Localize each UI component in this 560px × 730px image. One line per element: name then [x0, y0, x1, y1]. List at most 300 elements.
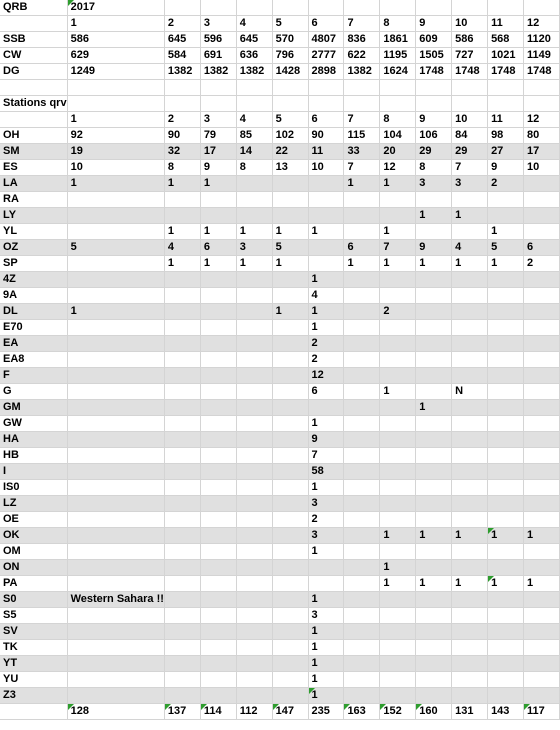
data-cell[interactable]: [452, 496, 488, 512]
data-cell[interactable]: [236, 688, 272, 704]
data-cell[interactable]: [344, 80, 380, 96]
data-cell[interactable]: [523, 304, 559, 320]
data-cell[interactable]: [272, 384, 308, 400]
row-label-cell[interactable]: DL: [0, 304, 67, 320]
data-cell[interactable]: [452, 608, 488, 624]
data-cell[interactable]: 586: [452, 32, 488, 48]
data-cell[interactable]: [164, 0, 200, 16]
data-cell[interactable]: 13: [272, 160, 308, 176]
data-cell[interactable]: 3: [236, 240, 272, 256]
data-cell[interactable]: 1: [67, 304, 164, 320]
data-cell[interactable]: 12: [523, 112, 559, 128]
data-cell[interactable]: [236, 0, 272, 16]
data-cell[interactable]: [236, 208, 272, 224]
data-cell[interactable]: 1195: [380, 48, 416, 64]
data-cell[interactable]: [236, 640, 272, 656]
data-cell[interactable]: 1: [308, 640, 344, 656]
data-cell[interactable]: 58: [308, 464, 344, 480]
data-cell[interactable]: [200, 0, 236, 16]
data-cell[interactable]: [67, 656, 164, 672]
data-cell[interactable]: [344, 464, 380, 480]
data-cell[interactable]: 1249: [67, 64, 164, 80]
row-label-cell[interactable]: OZ: [0, 240, 67, 256]
data-cell[interactable]: 9: [416, 16, 452, 32]
data-cell[interactable]: [416, 320, 452, 336]
data-cell[interactable]: [236, 624, 272, 640]
data-cell[interactable]: [380, 272, 416, 288]
data-cell[interactable]: 1: [236, 224, 272, 240]
data-cell[interactable]: 8: [380, 16, 416, 32]
data-cell[interactable]: [200, 272, 236, 288]
data-cell[interactable]: 8: [416, 160, 452, 176]
data-cell[interactable]: 12: [380, 160, 416, 176]
data-cell[interactable]: 1: [164, 224, 200, 240]
data-cell[interactable]: [523, 176, 559, 192]
row-label-cell[interactable]: S0: [0, 592, 67, 608]
data-cell[interactable]: [523, 448, 559, 464]
data-cell[interactable]: 1: [164, 176, 200, 192]
data-cell[interactable]: 1: [523, 528, 559, 544]
data-cell[interactable]: [344, 592, 380, 608]
data-cell[interactable]: 1: [452, 576, 488, 592]
data-cell[interactable]: 29: [416, 144, 452, 160]
data-cell[interactable]: [200, 480, 236, 496]
data-cell[interactable]: 1: [380, 560, 416, 576]
row-label-cell[interactable]: CW: [0, 48, 67, 64]
data-cell[interactable]: [416, 272, 452, 288]
data-cell[interactable]: [452, 0, 488, 16]
data-cell[interactable]: [272, 528, 308, 544]
data-cell[interactable]: [452, 80, 488, 96]
row-label-cell[interactable]: 4Z: [0, 272, 67, 288]
row-label-cell[interactable]: 9A: [0, 288, 67, 304]
data-cell[interactable]: [164, 592, 200, 608]
data-cell[interactable]: [416, 640, 452, 656]
data-cell[interactable]: [416, 80, 452, 96]
data-cell[interactable]: [344, 352, 380, 368]
data-cell[interactable]: [200, 320, 236, 336]
data-cell[interactable]: [488, 560, 524, 576]
data-cell[interactable]: [452, 448, 488, 464]
data-cell[interactable]: [67, 80, 164, 96]
data-cell[interactable]: [164, 192, 200, 208]
row-label-cell[interactable]: Z3: [0, 688, 67, 704]
data-cell[interactable]: [164, 304, 200, 320]
data-cell[interactable]: [488, 400, 524, 416]
data-cell[interactable]: [272, 288, 308, 304]
data-cell[interactable]: [523, 688, 559, 704]
row-label-cell[interactable]: ON: [0, 560, 67, 576]
data-cell[interactable]: [236, 320, 272, 336]
data-cell[interactable]: [344, 544, 380, 560]
row-label-cell[interactable]: YT: [0, 656, 67, 672]
data-cell[interactable]: [272, 544, 308, 560]
data-cell[interactable]: 1: [236, 256, 272, 272]
data-cell[interactable]: [344, 192, 380, 208]
data-cell[interactable]: 5: [272, 112, 308, 128]
data-cell[interactable]: [200, 368, 236, 384]
data-cell[interactable]: [164, 688, 200, 704]
data-cell[interactable]: [488, 656, 524, 672]
row-label-cell[interactable]: LA: [0, 176, 67, 192]
data-cell[interactable]: [344, 96, 380, 112]
data-cell[interactable]: [416, 480, 452, 496]
data-cell[interactable]: 3: [308, 528, 344, 544]
data-cell[interactable]: [164, 432, 200, 448]
data-cell[interactable]: [164, 80, 200, 96]
data-cell[interactable]: [523, 432, 559, 448]
data-cell[interactable]: 17: [200, 144, 236, 160]
data-cell[interactable]: [416, 544, 452, 560]
data-cell[interactable]: [344, 288, 380, 304]
row-label-cell[interactable]: F: [0, 368, 67, 384]
data-cell[interactable]: [523, 224, 559, 240]
data-cell[interactable]: 1: [67, 16, 164, 32]
data-cell[interactable]: [200, 592, 236, 608]
data-cell[interactable]: [236, 528, 272, 544]
data-cell[interactable]: [452, 672, 488, 688]
data-cell[interactable]: [523, 656, 559, 672]
data-cell[interactable]: [164, 528, 200, 544]
data-cell[interactable]: 19: [67, 144, 164, 160]
data-cell[interactable]: [236, 336, 272, 352]
row-label-cell[interactable]: LZ: [0, 496, 67, 512]
data-cell[interactable]: [272, 576, 308, 592]
data-cell[interactable]: [272, 512, 308, 528]
data-cell[interactable]: [452, 560, 488, 576]
data-cell[interactable]: [236, 608, 272, 624]
data-cell[interactable]: [344, 368, 380, 384]
data-cell[interactable]: [452, 96, 488, 112]
data-cell[interactable]: [380, 208, 416, 224]
data-cell[interactable]: [236, 560, 272, 576]
data-cell[interactable]: [488, 544, 524, 560]
data-cell[interactable]: [416, 592, 452, 608]
data-cell[interactable]: [164, 320, 200, 336]
data-cell[interactable]: [344, 640, 380, 656]
data-cell[interactable]: [308, 176, 344, 192]
data-cell[interactable]: 5: [67, 240, 164, 256]
row-label-cell[interactable]: EA8: [0, 352, 67, 368]
data-cell[interactable]: [416, 368, 452, 384]
data-cell[interactable]: [236, 416, 272, 432]
data-cell[interactable]: 1120: [523, 32, 559, 48]
row-label-cell[interactable]: G: [0, 384, 67, 400]
data-cell[interactable]: 4: [308, 288, 344, 304]
data-cell[interactable]: [380, 496, 416, 512]
row-label-cell[interactable]: [0, 704, 67, 720]
data-cell[interactable]: [236, 656, 272, 672]
data-cell[interactable]: [523, 400, 559, 416]
data-cell[interactable]: [200, 608, 236, 624]
row-label-cell[interactable]: DG: [0, 64, 67, 80]
data-cell[interactable]: [523, 496, 559, 512]
data-cell[interactable]: [523, 608, 559, 624]
row-label-cell[interactable]: HB: [0, 448, 67, 464]
data-cell[interactable]: [380, 512, 416, 528]
data-cell[interactable]: 1: [308, 416, 344, 432]
data-cell[interactable]: [67, 224, 164, 240]
data-cell[interactable]: [344, 672, 380, 688]
data-cell[interactable]: [308, 576, 344, 592]
row-label-cell[interactable]: QRB: [0, 0, 67, 16]
data-cell[interactable]: 3: [200, 112, 236, 128]
data-cell[interactable]: [272, 592, 308, 608]
data-cell[interactable]: [164, 576, 200, 592]
data-cell[interactable]: [164, 416, 200, 432]
data-cell[interactable]: [488, 208, 524, 224]
data-cell[interactable]: [416, 512, 452, 528]
data-cell[interactable]: 4: [452, 240, 488, 256]
data-cell[interactable]: 90: [308, 128, 344, 144]
data-cell[interactable]: [67, 208, 164, 224]
data-cell[interactable]: [164, 512, 200, 528]
data-cell[interactable]: 32: [164, 144, 200, 160]
data-cell[interactable]: 1: [272, 256, 308, 272]
data-cell[interactable]: [67, 560, 164, 576]
data-cell[interactable]: [236, 96, 272, 112]
data-cell[interactable]: 1: [200, 256, 236, 272]
data-cell[interactable]: 11: [488, 112, 524, 128]
data-cell[interactable]: 1: [523, 576, 559, 592]
data-cell[interactable]: 1: [308, 656, 344, 672]
data-cell[interactable]: 10: [523, 160, 559, 176]
data-cell[interactable]: [200, 464, 236, 480]
data-cell[interactable]: 5: [488, 240, 524, 256]
data-cell[interactable]: [200, 528, 236, 544]
data-cell[interactable]: [272, 496, 308, 512]
data-cell[interactable]: [380, 352, 416, 368]
data-cell[interactable]: [380, 656, 416, 672]
row-label-cell[interactable]: [0, 80, 67, 96]
data-cell[interactable]: [523, 208, 559, 224]
data-cell[interactable]: 4807: [308, 32, 344, 48]
data-cell[interactable]: 1: [344, 256, 380, 272]
data-cell[interactable]: [67, 608, 164, 624]
data-cell[interactable]: [452, 656, 488, 672]
data-cell[interactable]: [452, 480, 488, 496]
data-cell[interactable]: [236, 384, 272, 400]
data-cell[interactable]: 17: [523, 144, 559, 160]
data-cell[interactable]: [67, 272, 164, 288]
data-cell[interactable]: [236, 496, 272, 512]
data-cell[interactable]: [488, 336, 524, 352]
data-cell[interactable]: 98: [488, 128, 524, 144]
data-cell[interactable]: 7: [344, 16, 380, 32]
data-cell[interactable]: [488, 496, 524, 512]
data-cell[interactable]: [67, 544, 164, 560]
data-cell[interactable]: 1: [200, 224, 236, 240]
data-cell[interactable]: [272, 464, 308, 480]
data-cell[interactable]: [200, 432, 236, 448]
data-cell[interactable]: 9: [308, 432, 344, 448]
data-cell[interactable]: [67, 256, 164, 272]
data-cell[interactable]: 10: [67, 160, 164, 176]
data-cell[interactable]: [380, 400, 416, 416]
data-cell[interactable]: [164, 272, 200, 288]
data-cell[interactable]: [380, 464, 416, 480]
data-cell[interactable]: [344, 448, 380, 464]
data-cell[interactable]: 570: [272, 32, 308, 48]
data-cell[interactable]: 10: [452, 112, 488, 128]
row-label-cell[interactable]: IS0: [0, 480, 67, 496]
data-cell[interactable]: [344, 528, 380, 544]
data-cell[interactable]: [344, 560, 380, 576]
data-cell[interactable]: [452, 192, 488, 208]
data-cell[interactable]: [236, 432, 272, 448]
data-cell[interactable]: [272, 608, 308, 624]
data-cell[interactable]: 1: [452, 528, 488, 544]
data-cell[interactable]: [67, 384, 164, 400]
data-cell[interactable]: [488, 288, 524, 304]
data-cell[interactable]: [200, 656, 236, 672]
data-cell[interactable]: 2: [308, 512, 344, 528]
data-cell[interactable]: [200, 96, 236, 112]
data-cell[interactable]: [164, 96, 200, 112]
data-cell[interactable]: 9: [416, 240, 452, 256]
data-cell[interactable]: [200, 288, 236, 304]
data-cell[interactable]: [452, 512, 488, 528]
data-cell[interactable]: 9: [200, 160, 236, 176]
data-cell[interactable]: [452, 336, 488, 352]
data-cell[interactable]: Western Sahara !!: [67, 592, 164, 608]
row-label-cell[interactable]: RA: [0, 192, 67, 208]
data-cell[interactable]: [344, 224, 380, 240]
data-cell[interactable]: [344, 480, 380, 496]
data-cell[interactable]: [452, 304, 488, 320]
data-cell[interactable]: [488, 464, 524, 480]
data-cell[interactable]: 2: [488, 176, 524, 192]
data-cell[interactable]: [416, 560, 452, 576]
data-cell[interactable]: [416, 96, 452, 112]
data-cell[interactable]: [308, 256, 344, 272]
row-label-cell[interactable]: ES: [0, 160, 67, 176]
data-cell[interactable]: 1: [380, 176, 416, 192]
data-cell[interactable]: [308, 560, 344, 576]
data-cell[interactable]: 4: [236, 112, 272, 128]
data-cell[interactable]: [200, 400, 236, 416]
data-cell[interactable]: 1: [488, 528, 524, 544]
data-cell[interactable]: [67, 688, 164, 704]
row-label-cell[interactable]: OE: [0, 512, 67, 528]
data-cell[interactable]: [164, 464, 200, 480]
data-cell[interactable]: 1624: [380, 64, 416, 80]
data-cell[interactable]: [236, 672, 272, 688]
data-cell[interactable]: 1: [452, 256, 488, 272]
data-cell[interactable]: 235: [308, 704, 344, 720]
data-cell[interactable]: [488, 80, 524, 96]
data-cell[interactable]: [164, 336, 200, 352]
data-cell[interactable]: N: [452, 384, 488, 400]
data-cell[interactable]: 1: [488, 256, 524, 272]
data-cell[interactable]: [164, 208, 200, 224]
data-cell[interactable]: [67, 496, 164, 512]
data-cell[interactable]: [344, 432, 380, 448]
data-cell[interactable]: [164, 608, 200, 624]
data-cell[interactable]: [452, 464, 488, 480]
data-cell[interactable]: 29: [452, 144, 488, 160]
data-cell[interactable]: 1: [308, 320, 344, 336]
data-cell[interactable]: [236, 592, 272, 608]
data-cell[interactable]: 3: [200, 16, 236, 32]
data-cell[interactable]: [200, 384, 236, 400]
data-cell[interactable]: 8: [380, 112, 416, 128]
data-cell[interactable]: 7: [344, 160, 380, 176]
row-label-cell[interactable]: E70: [0, 320, 67, 336]
data-cell[interactable]: 3: [452, 176, 488, 192]
data-cell[interactable]: [236, 544, 272, 560]
data-cell[interactable]: 4: [164, 240, 200, 256]
data-cell[interactable]: 6: [523, 240, 559, 256]
data-cell[interactable]: [488, 192, 524, 208]
data-cell[interactable]: [344, 208, 380, 224]
data-cell[interactable]: 1149: [523, 48, 559, 64]
data-cell[interactable]: 85: [236, 128, 272, 144]
data-cell[interactable]: [488, 96, 524, 112]
data-cell[interactable]: [416, 416, 452, 432]
data-cell[interactable]: [452, 544, 488, 560]
data-cell[interactable]: [200, 496, 236, 512]
data-cell[interactable]: [416, 352, 452, 368]
data-cell[interactable]: 5: [272, 16, 308, 32]
data-cell[interactable]: 636: [236, 48, 272, 64]
data-cell[interactable]: [452, 416, 488, 432]
data-cell[interactable]: 3: [308, 496, 344, 512]
data-cell[interactable]: [236, 352, 272, 368]
data-cell[interactable]: [416, 224, 452, 240]
data-cell[interactable]: 8: [236, 160, 272, 176]
data-cell[interactable]: [200, 416, 236, 432]
data-cell[interactable]: 586: [67, 32, 164, 48]
data-cell[interactable]: [488, 512, 524, 528]
data-cell[interactable]: 5: [272, 240, 308, 256]
data-cell[interactable]: 1: [380, 224, 416, 240]
data-cell[interactable]: 2777: [308, 48, 344, 64]
data-cell[interactable]: [344, 512, 380, 528]
data-cell[interactable]: [523, 320, 559, 336]
data-cell[interactable]: [236, 272, 272, 288]
data-cell[interactable]: [67, 288, 164, 304]
data-cell[interactable]: [344, 416, 380, 432]
data-cell[interactable]: [164, 480, 200, 496]
data-cell[interactable]: [200, 624, 236, 640]
data-cell[interactable]: [236, 400, 272, 416]
data-cell[interactable]: [67, 432, 164, 448]
data-cell[interactable]: [67, 320, 164, 336]
data-cell[interactable]: 117: [523, 704, 559, 720]
data-cell[interactable]: [67, 512, 164, 528]
data-cell[interactable]: [488, 0, 524, 16]
data-cell[interactable]: [380, 592, 416, 608]
data-cell[interactable]: [200, 560, 236, 576]
data-cell[interactable]: [67, 528, 164, 544]
data-cell[interactable]: [200, 576, 236, 592]
data-cell[interactable]: 1: [344, 176, 380, 192]
data-cell[interactable]: 12: [523, 16, 559, 32]
data-cell[interactable]: [200, 80, 236, 96]
data-cell[interactable]: [452, 624, 488, 640]
data-cell[interactable]: [344, 624, 380, 640]
data-cell[interactable]: [380, 336, 416, 352]
data-cell[interactable]: 2: [164, 16, 200, 32]
data-cell[interactable]: [523, 640, 559, 656]
data-cell[interactable]: [308, 192, 344, 208]
data-cell[interactable]: [344, 336, 380, 352]
data-cell[interactable]: 9: [488, 160, 524, 176]
data-cell[interactable]: [380, 80, 416, 96]
data-cell[interactable]: [67, 624, 164, 640]
data-cell[interactable]: [200, 672, 236, 688]
